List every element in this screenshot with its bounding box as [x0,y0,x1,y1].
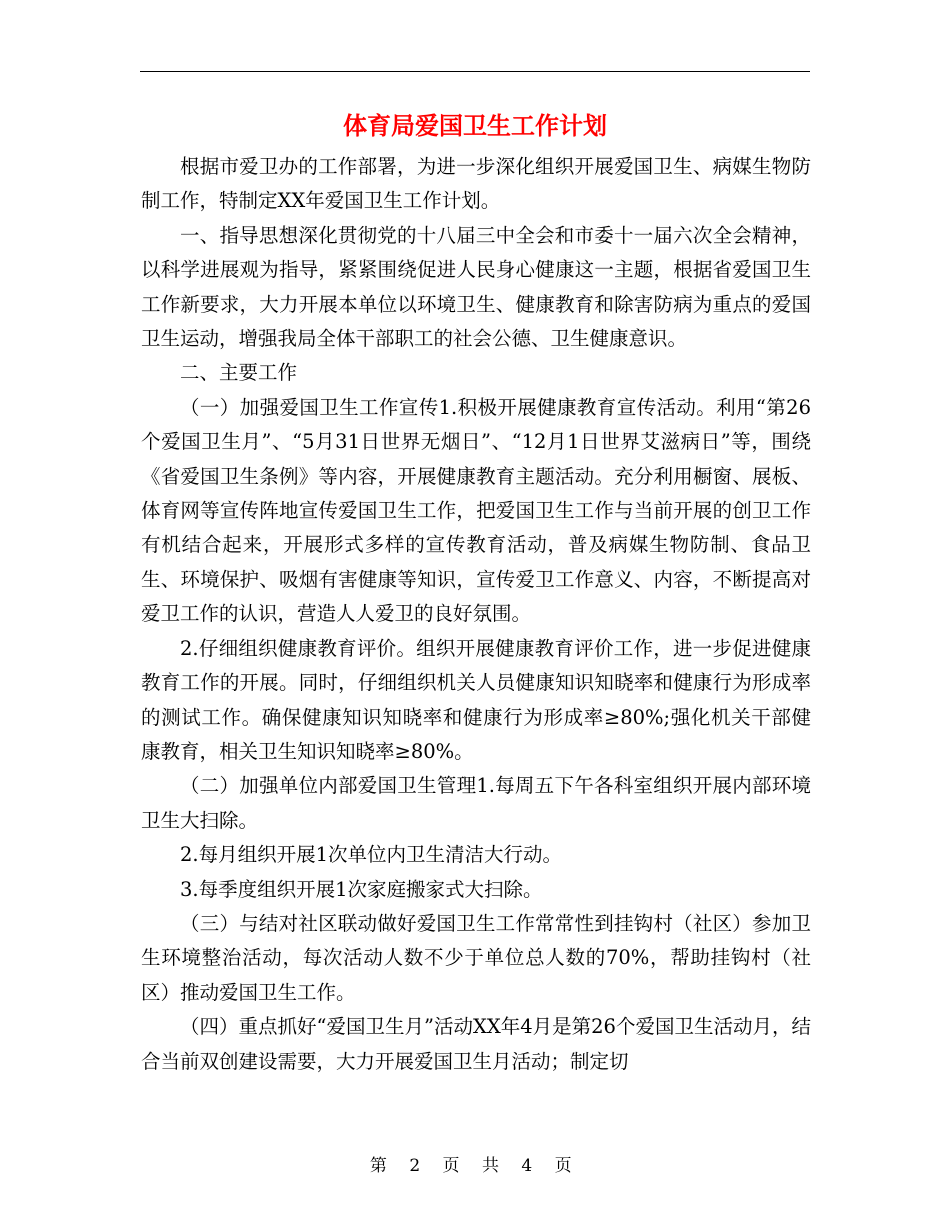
paragraph: 一、指导思想深化贯彻党的十八届三中全会和市委十一届六次全会精神，以科学进展观为指导，紧紧围绕促进人民身心健康这一主题，根据省爱国卫生工作新要求，大力开展本单位以环境卫生、健康教育和除害防病为重点的爱国卫生运动，增强我局全体干部职工的社会公德、卫生健康意识。 [141,223,811,351]
document-body [141,150,811,1079]
paragraph: 二、主要工作 [180,361,298,385]
document-title: 体育局爱国卫生工作计划 [343,111,607,140]
paragraph: （一）加强爱国卫生工作宣传1.积极开展健康教育宣传活动。利用“第26个爱国卫生月”、“5月31日世界无烟日”、“12月1日世界艾滋病日”等，围绕《省爱国卫生条例》等内容，开展健康教育主题活动。充分利用橱窗、展板、体育网等宣传阵地宣传爱国卫生工作，把爱国卫生工作与当前开展的创卫工作有机结合起来，开展形式多样的宣传教育活动，普及病媒生物防制、食品卫生、环境保护、吸烟有害健康等知识，宣传爱卫工作意义、内容，不断提高对爱卫工作的认识，营造人人爱卫的良好氛围。 [141,395,811,626]
paragraph: 2.每月组织开展1次单位内卫生清洁大行动。 [180,843,563,867]
header-rule [140,71,810,72]
paragraph: 2.仔细组织健康教育评价。组织开展健康教育评价工作，进一步促进健康教育工作的开展。同时，仔细组织机关人员健康知识知晓率和健康行为形成率的测试工作。确保健康知识知晓率和健康行为形成率≥80%;强化机关干部健康教育，相关卫生知识知晓率≥80%。 [141,636,811,763]
paragraph: （三）与结对社区联动做好爱国卫生工作常常性到挂钩村（社区）参加卫生环境整治活动，每次活动人数不少于单位总人数的70%，帮助挂钩村（社区）推动爱国卫生工作。 [141,911,811,1004]
paragraph: （二）加强单位内部爱国卫生管理1.每周五下午各科室组织开展内部环境卫生大扫除。 [141,774,811,832]
paragraph: 根据市爱卫办的工作部署，为进一步深化组织开展爱国卫生、病媒生物防制工作，特制定XX年爱国卫生工作计划。 [141,155,811,213]
page-number: 第 2 页 共 4 页 [369,1156,581,1176]
paragraph: 3.每季度组织开展1次家庭搬家式大扫除。 [180,877,543,901]
paragraph: （四）重点抓好“爱国卫生月”活动XX年4月是第26个爱国卫生活动月，结合当前双创建设需要，大力开展爱国卫生月活动；制定切 [141,1015,811,1073]
